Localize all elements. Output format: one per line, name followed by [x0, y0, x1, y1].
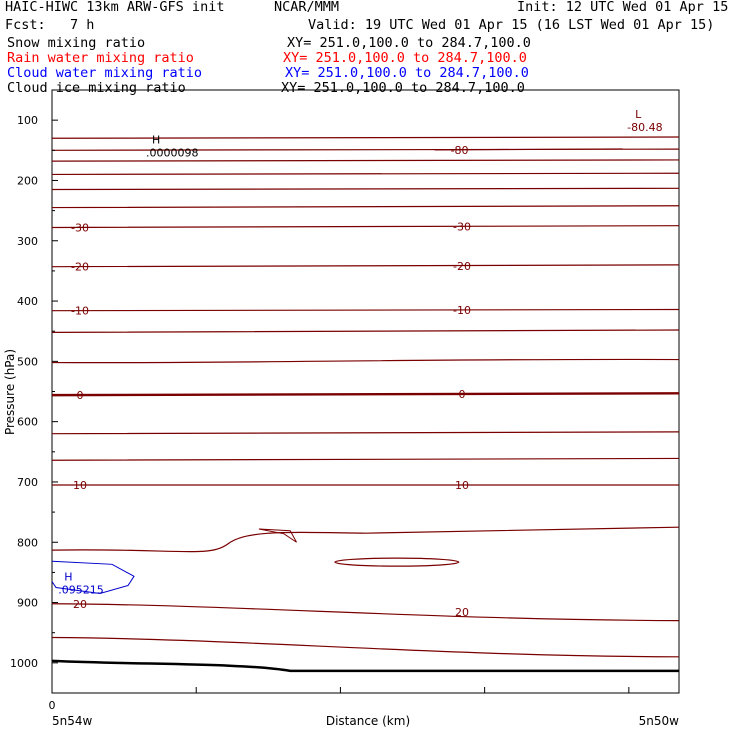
isotherm-label: -30 — [453, 220, 471, 234]
isotherm-label: -80 — [450, 143, 469, 157]
isotherm-kink — [259, 529, 297, 542]
isotherm-line — [52, 137, 679, 139]
field-name-2: Cloud water mixing ratio — [7, 65, 203, 81]
plot-frame — [52, 90, 679, 693]
field-xy-0: XY= 251.0,100.0 to 284.7,100.0 — [287, 35, 531, 51]
isotherm-label: -10 — [71, 304, 89, 318]
isotherm-label: -30 — [71, 221, 89, 235]
x-start-label: 5n54w — [52, 714, 93, 728]
field-name-0: Snow mixing ratio — [7, 35, 146, 51]
field-name-1: Rain water mixing ratio — [7, 50, 194, 66]
isotherm-line — [52, 206, 679, 208]
isotherm-label: -20 — [453, 259, 471, 273]
y-tick-label: 900 — [17, 596, 38, 610]
valid-time: Valid: 19 UTC Wed 01 Apr 15 (16 LST Wed 01 Apr 15) — [308, 17, 715, 33]
field-name-3: Cloud ice mixing ratio — [7, 80, 186, 96]
extremum-value: .095215 — [58, 583, 104, 597]
extremum-value: .0000098 — [146, 146, 199, 160]
field-xy-2: XY= 251.0,100.0 to 284.7,100.0 — [285, 65, 529, 81]
isotherm-line — [52, 160, 679, 162]
y-tick-label: 100 — [17, 114, 38, 128]
init-time: Init: 12 UTC Wed 01 Apr 15 — [517, 0, 729, 15]
isotherm-line — [52, 226, 679, 228]
y-tick-label: 1000 — [10, 656, 38, 670]
y-tick-label: 300 — [17, 234, 38, 248]
forecast-hour: Fcst: 7 h — [5, 17, 95, 33]
isotherm-label: -10 — [453, 304, 471, 318]
y-tick-label: 200 — [17, 174, 38, 188]
field-xy-3: XY= 251.0,100.0 to 284.7,100.0 — [281, 80, 525, 96]
isotherm-line — [52, 604, 679, 621]
isotherm-label: 10 — [73, 478, 87, 492]
isotherm-line — [52, 638, 679, 657]
isotherm-line — [52, 173, 679, 175]
isotherm-line — [52, 527, 679, 552]
isotherm-label: 20 — [73, 597, 87, 611]
isotherm-line — [52, 432, 679, 434]
isotherm-label: 10 — [455, 478, 469, 492]
isotherm-line — [52, 485, 679, 486]
isotherm-line — [52, 458, 679, 460]
isotherm-line — [52, 265, 679, 267]
y-tick-label: 400 — [17, 295, 38, 309]
isotherm-line — [52, 359, 679, 362]
isotherm-label: 20 — [455, 606, 469, 620]
isotherm-closed — [335, 558, 459, 566]
field-xy-1: XY= 251.0,100.0 to 284.7,100.0 — [283, 50, 527, 66]
isotherm-line — [52, 188, 679, 190]
org-label: NCAR/MMM — [274, 0, 340, 15]
y-axis-title: Pressure (hPa) — [3, 348, 17, 436]
extremum-marker: H — [152, 133, 161, 147]
y-tick-label: 700 — [17, 475, 38, 489]
extremum-value: -80.48 — [627, 120, 663, 134]
isotherm-line — [52, 393, 679, 395]
isotherm-label: -20 — [71, 260, 89, 274]
y-tick-label: 800 — [17, 536, 38, 550]
ground-line — [52, 661, 679, 671]
x-end-label: 5n50w — [638, 714, 679, 728]
model-title: HAIC-HIWC 13km ARW-GFS init — [5, 0, 225, 15]
isotherm-line — [52, 330, 679, 333]
x-axis-title: Distance (km) — [325, 714, 411, 728]
isotherm-label: 0 — [458, 388, 466, 402]
isotherm-line — [52, 309, 679, 311]
x-tick-label: 0 — [48, 699, 56, 712]
y-tick-label: 600 — [17, 415, 38, 429]
extremum-marker: L — [635, 107, 642, 121]
y-tick-label: 500 — [17, 355, 38, 369]
isotherm-label: 0 — [76, 389, 84, 403]
extremum-marker: H — [64, 570, 73, 584]
